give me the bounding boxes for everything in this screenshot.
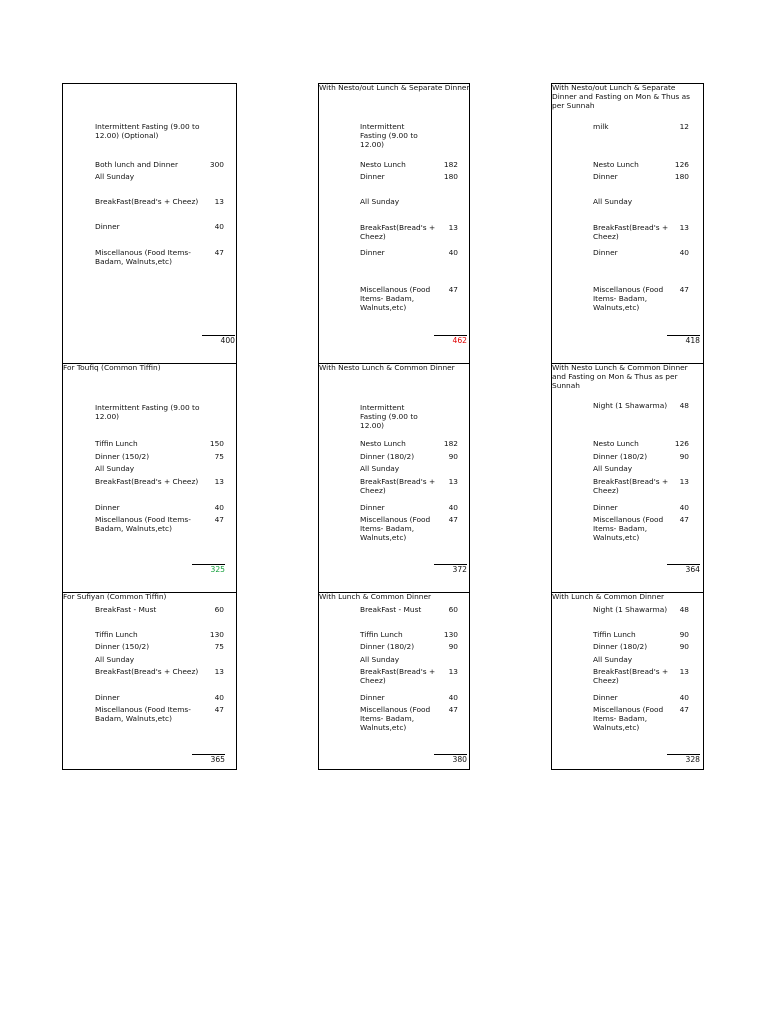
panel-lunch-common-night bbox=[551, 592, 704, 770]
item-label: Dinner bbox=[360, 693, 385, 702]
item-value: 40 bbox=[448, 693, 458, 702]
item-label: Nesto Lunch bbox=[360, 439, 406, 448]
panel-toufiq bbox=[62, 363, 237, 592]
item-value: 126 bbox=[674, 160, 689, 169]
item-label: Dinner (180/2) bbox=[593, 642, 648, 651]
item-value: 75 bbox=[214, 642, 224, 651]
panel-total: 364 bbox=[667, 564, 700, 575]
item-label: Tiffin Lunch bbox=[95, 439, 138, 448]
item-label: BreakFast(Bread's + Cheez) bbox=[593, 477, 669, 495]
item-value: 40 bbox=[214, 503, 224, 512]
item-label: BreakFast(Bread's + Cheez) bbox=[95, 197, 199, 206]
item-label: All Sunday bbox=[593, 464, 633, 473]
item-label: Tiffin Lunch bbox=[95, 630, 138, 639]
item-label: Dinner bbox=[593, 248, 618, 257]
item-label: Both lunch and Dinner bbox=[95, 160, 178, 169]
panel-header: With Nesto Lunch & Common Dinner bbox=[319, 363, 455, 372]
panel-total: 462 bbox=[434, 335, 467, 346]
item-label: Miscellanous (Food Items- Badam, Walnuts,etc) bbox=[593, 705, 664, 732]
item-value: 47 bbox=[448, 285, 458, 294]
item-value: 182 bbox=[443, 160, 458, 169]
item-label: BreakFast(Bread's + Cheez) bbox=[95, 667, 199, 676]
item-value: 126 bbox=[674, 439, 689, 448]
panel-nesto-common bbox=[318, 363, 470, 592]
item-value: 47 bbox=[679, 285, 689, 294]
panel-total: 328 bbox=[667, 754, 700, 765]
item-value: 40 bbox=[448, 248, 458, 257]
item-label: Intermittent Fasting (9.00 to 12.00) bbox=[95, 403, 200, 421]
item-value: 12 bbox=[679, 122, 689, 131]
item-label: All Sunday bbox=[593, 197, 633, 206]
item-label: Dinner (180/2) bbox=[593, 452, 648, 461]
item-value: 13 bbox=[448, 667, 458, 676]
item-label: BreakFast(Bread's + Cheez) bbox=[360, 667, 436, 685]
item-value: 75 bbox=[214, 452, 224, 461]
item-label: All Sunday bbox=[593, 655, 633, 664]
item-value: 40 bbox=[679, 693, 689, 702]
item-value: 47 bbox=[214, 705, 224, 714]
item-value: 182 bbox=[443, 439, 458, 448]
item-label: All Sunday bbox=[95, 464, 135, 473]
item-value: 13 bbox=[448, 223, 458, 232]
panel-sufiyan bbox=[62, 592, 237, 770]
item-value: 13 bbox=[679, 223, 689, 232]
item-label: Dinner (180/2) bbox=[360, 642, 415, 651]
item-value: 60 bbox=[214, 605, 224, 614]
item-label: Miscellanous (Food Items- Badam, Walnuts,etc) bbox=[95, 248, 191, 266]
item-value: 47 bbox=[679, 705, 689, 714]
item-label: Miscellanous (Food Items- Badam, Walnuts,etc) bbox=[593, 515, 664, 542]
item-label: All Sunday bbox=[360, 655, 400, 664]
item-label: Nesto Lunch bbox=[593, 439, 639, 448]
item-label: All Sunday bbox=[95, 172, 135, 181]
panel-header: For Toufiq (Common Tiffin) bbox=[63, 363, 161, 372]
item-value: 47 bbox=[214, 248, 224, 257]
item-label: Dinner bbox=[360, 172, 385, 181]
item-value: 40 bbox=[679, 248, 689, 257]
panel-lunch-common bbox=[318, 592, 470, 770]
panel-header: For Sufiyan (Common Tiffin) bbox=[63, 592, 167, 601]
panel-header: With Lunch & Common Dinner bbox=[319, 592, 432, 601]
item-value: 60 bbox=[448, 605, 458, 614]
item-label: Dinner bbox=[95, 503, 120, 512]
panel-nesto-common-fasting bbox=[551, 363, 704, 592]
item-value: 90 bbox=[679, 630, 689, 639]
item-value: 40 bbox=[214, 693, 224, 702]
item-value: 40 bbox=[448, 503, 458, 512]
item-label: Miscellanous (Food Items- Badam, Walnuts,etc) bbox=[95, 705, 191, 723]
item-value: 13 bbox=[679, 477, 689, 486]
panel-header: With Nesto Lunch & Common Dinner and Fasting on Mon & Thus as per Sunnah bbox=[552, 363, 688, 390]
item-label: All Sunday bbox=[360, 464, 400, 473]
item-label: Dinner bbox=[593, 172, 618, 181]
item-label: Nesto Lunch bbox=[593, 160, 639, 169]
item-value: 48 bbox=[679, 605, 689, 614]
item-label: BreakFast(Bread's + Cheez) bbox=[593, 667, 669, 685]
panel-header: With Lunch & Common Dinner bbox=[552, 592, 665, 601]
item-value: 13 bbox=[448, 477, 458, 486]
item-label: Miscellanous (Food Items- Badam, Walnuts,etc) bbox=[95, 515, 191, 533]
item-label: BreakFast - Must bbox=[360, 605, 422, 614]
panel-total: 365 bbox=[192, 754, 225, 765]
item-value: 300 bbox=[209, 160, 224, 169]
item-label: Night (1 Shawarma) bbox=[593, 401, 668, 410]
item-label: Intermittent Fasting (9.00 to 12.00) (Optional) bbox=[95, 122, 200, 140]
item-label: BreakFast(Bread's + Cheez) bbox=[360, 477, 436, 495]
panel-plan-2 bbox=[318, 83, 470, 363]
item-value: 47 bbox=[214, 515, 224, 524]
item-value: 47 bbox=[679, 515, 689, 524]
item-value: 130 bbox=[209, 630, 224, 639]
panel-total: 325 bbox=[192, 564, 225, 575]
panel-header: With Nesto/out Lunch & Separate Dinner and Fasting on Mon & Thus as per Sunnah bbox=[552, 83, 690, 110]
panel-plan-1 bbox=[62, 83, 237, 363]
item-value: 90 bbox=[448, 642, 458, 651]
panel-header: With Nesto/out Lunch & Separate Dinner bbox=[319, 83, 470, 92]
item-label: All Sunday bbox=[360, 197, 400, 206]
item-value: 90 bbox=[679, 452, 689, 461]
item-label: Dinner (150/2) bbox=[95, 642, 150, 651]
panel-total: 380 bbox=[434, 754, 467, 765]
item-label: Dinner bbox=[360, 503, 385, 512]
item-label: Night (1 Shawarma) bbox=[593, 605, 668, 614]
item-value: 40 bbox=[214, 222, 224, 231]
item-label: milk bbox=[593, 122, 609, 131]
item-value: 150 bbox=[209, 439, 224, 448]
item-label: BreakFast(Bread's + Cheez) bbox=[95, 477, 199, 486]
item-label: Dinner bbox=[95, 693, 120, 702]
item-value: 13 bbox=[679, 667, 689, 676]
item-label: BreakFast(Bread's + Cheez) bbox=[360, 223, 436, 241]
item-label: Intermittent Fasting (9.00 to 12.00) bbox=[360, 403, 418, 430]
item-label: Dinner bbox=[95, 222, 120, 231]
item-label: Tiffin Lunch bbox=[360, 630, 403, 639]
item-label: BreakFast(Bread's + Cheez) bbox=[593, 223, 669, 241]
item-value: 47 bbox=[448, 515, 458, 524]
item-label: Tiffin Lunch bbox=[593, 630, 636, 639]
item-value: 13 bbox=[214, 477, 224, 486]
panel-total: 418 bbox=[667, 335, 700, 346]
panel-total: 400 bbox=[202, 335, 235, 346]
item-value: 180 bbox=[443, 172, 458, 181]
item-label: Miscellanous (Food Items- Badam, Walnuts,etc) bbox=[593, 285, 664, 312]
item-label: Dinner bbox=[360, 248, 385, 257]
item-value: 40 bbox=[679, 503, 689, 512]
item-label: BreakFast - Must bbox=[95, 605, 157, 614]
item-value: 90 bbox=[679, 642, 689, 651]
item-label: Miscellanous (Food Items- Badam, Walnuts,etc) bbox=[360, 705, 431, 732]
item-label: Intermittent Fasting (9.00 to 12.00) bbox=[360, 122, 418, 149]
item-value: 130 bbox=[443, 630, 458, 639]
item-value: 90 bbox=[448, 452, 458, 461]
item-value: 13 bbox=[214, 667, 224, 676]
item-label: All Sunday bbox=[95, 655, 135, 664]
panel-plan-3 bbox=[551, 83, 704, 363]
item-label: Miscellanous (Food Items- Badam, Walnuts,etc) bbox=[360, 515, 431, 542]
item-value: 48 bbox=[679, 401, 689, 410]
panel-total: 372 bbox=[434, 564, 467, 575]
item-label: Nesto Lunch bbox=[360, 160, 406, 169]
item-value: 180 bbox=[674, 172, 689, 181]
item-label: Dinner bbox=[593, 503, 618, 512]
item-value: 13 bbox=[214, 197, 224, 206]
item-label: Miscellanous (Food Items- Badam, Walnuts,etc) bbox=[360, 285, 431, 312]
item-label: Dinner (180/2) bbox=[360, 452, 415, 461]
item-label: Dinner bbox=[593, 693, 618, 702]
item-label: Dinner (150/2) bbox=[95, 452, 150, 461]
item-value: 47 bbox=[448, 705, 458, 714]
